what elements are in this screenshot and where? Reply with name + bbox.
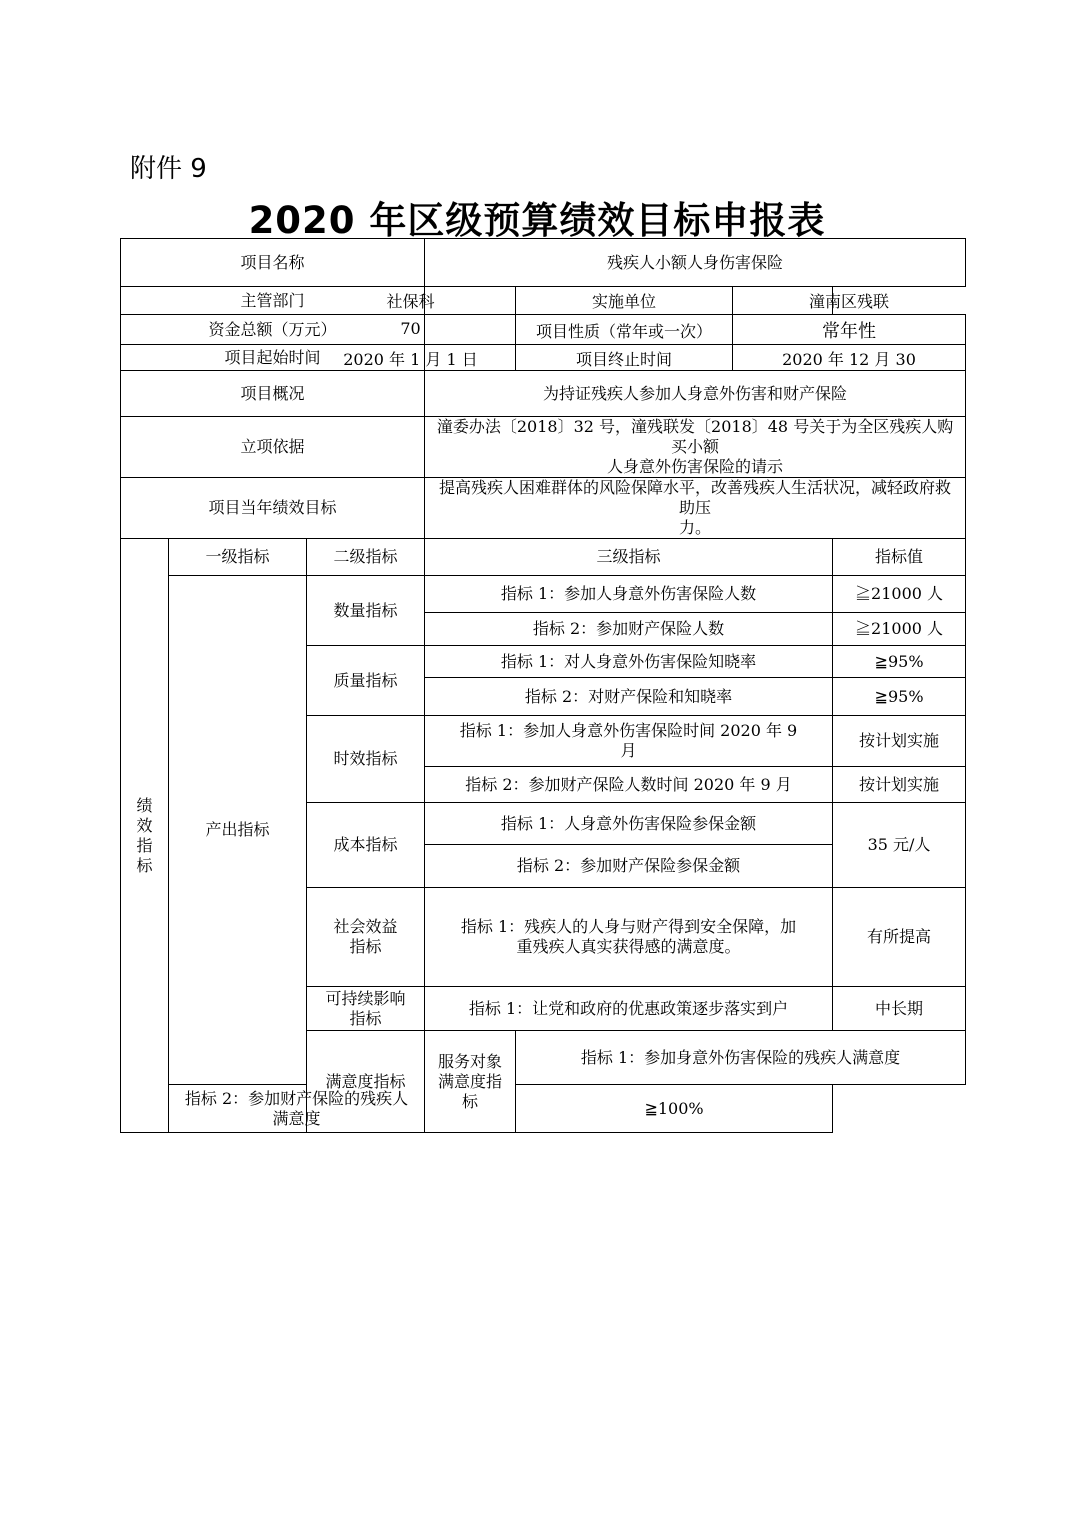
goal-label: 项目当年绩效目标 [121,478,425,539]
header-level3: 三级指标 [425,539,833,576]
ql2-text: 指标 2：对财产保险和知晓率 [425,678,833,716]
c1-text: 指标 1：人身意外伤害保险参保金额 [425,803,833,845]
attachment-label: 附件 9 [130,154,207,184]
output-indicator: 产出指标 [169,576,307,1085]
q2-value: ≧21000 人 [833,613,966,646]
basis-line-2: 人身意外伤害保险的请示 [607,457,784,476]
header-value: 指标值 [833,539,966,576]
project-name-value: 残疾人小额人身伤害保险 [425,239,966,287]
overview-label: 项目概况 [121,371,425,417]
row-overview [121,371,966,417]
end-value: 2020 年 12 月 30 [782,350,916,369]
perf-char-2: 效 [136,815,153,835]
row-indicator-header [121,539,966,576]
perf-char-1: 绩 [136,795,153,815]
q2-text: 指标 2：参加财产保险人数 [425,613,833,646]
s1-line-2: 重残疾人真实获得感的满意度。 [516,937,741,956]
header-level1: 一级指标 [169,539,307,576]
row-basis [121,417,966,478]
service-indicator [425,1031,516,1133]
s1-line-1: 指标 1：残疾人的人身与财产得到安全保障，加 [460,917,797,936]
t1-value: 按计划实施 [833,716,966,767]
basis-label: 立项依据 [121,417,425,478]
start-label: 项目起始时间 [121,345,425,371]
basis-line-1: 潼委办法〔2018〕32 号，潼残联发〔2018〕48 号关于为全区残疾人购买小额 [436,417,954,456]
q1-value: ≧21000 人 [833,576,966,613]
t1-line-2: 月 [620,741,637,760]
sustain-line-1: 可持续影响 [325,988,406,1008]
goal-value [425,478,966,539]
perf-indicator-col [121,539,169,1133]
perf-char-3: 指 [136,835,153,855]
sv2-text: 指标 2：参加财产保险的残疾人满意度 [169,1085,425,1133]
row-sv2 [121,1085,966,1133]
timeliness-indicator: 时效指标 [307,716,425,803]
q1-text: 指标 1：参加人身意外伤害保险人数 [425,576,833,613]
service-line-1: 服务对象 [438,1051,503,1071]
t1-line-1: 指标 1：参加人身意外伤害保险时间 2020 年 9 [459,721,798,740]
su1-value: 中长期 [833,987,966,1031]
page-title: 2020 年区级预算绩效目标申报表 [248,199,826,242]
basis-value [425,417,966,478]
nature-value: 常年性 [822,321,876,342]
quantity-indicator: 数量指标 [307,576,425,646]
impl-value: 潼南区残联 [808,292,889,311]
row-project-name [121,239,966,287]
quality-indicator: 质量指标 [307,646,425,716]
social-line-1: 社会效益 [333,917,398,936]
goal-line-2: 力。 [679,518,712,537]
row-goal [121,478,966,539]
overview-value: 为持证残疾人参加人身意外伤害和财产保险 [425,371,966,417]
fund-label: 资金总额（万元） [121,315,425,345]
s1-value: 有所提高 [833,888,966,987]
ql1-text: 指标 1：对人身意外伤害保险知晓率 [425,646,833,678]
c2-text: 指标 2：参加财产保险参保金额 [425,845,833,888]
perf-char-4: 标 [136,855,153,875]
sv1-text: 指标 1：参加身意外伤害保险的残疾人满意度 [516,1031,966,1085]
row-q1 [121,576,966,613]
t2-text: 指标 2：参加财产保险人数时间 2020 年 9 月 [425,767,833,803]
sustain-line-2: 指标 [349,1008,382,1028]
nature-label: 项目性质（常年或一次） [535,322,712,341]
dept-value-overlay: 社保科 [386,292,435,311]
project-name-label: 项目名称 [121,239,425,287]
cost-value: 35 元/人 [833,803,966,888]
fund-value: 70 [400,319,421,338]
social-indicator [307,888,425,987]
impl-label: 实施单位 [591,292,656,311]
start-value: 2020 年 1 月 1 日 [343,350,478,369]
cost-indicator: 成本指标 [307,803,425,888]
budget-form-table [120,238,966,1133]
ql1-value: ≧95% [833,646,966,678]
end-label: 项目终止时间 [575,350,672,369]
satisfaction-indicator: 满意度指标 [307,1031,425,1133]
s1-text [425,888,833,987]
dept-label: 主管部门 [121,287,425,315]
t2-value: 按计划实施 [833,767,966,803]
sv2-value: ≧100% [516,1085,833,1133]
su1-text: 指标 1：让党和政府的优惠政策逐步落实到户 [425,987,833,1031]
social-line-2: 指标 [349,937,382,956]
t1-text [425,716,833,767]
service-line-2: 满意度指标 [438,1071,503,1111]
goal-line-1: 提高残疾人困难群体的风险保障水平，改善残疾人生活状况，减轻政府救助压 [439,478,952,517]
ql2-value: ≧95% [833,678,966,716]
header-level2: 二级指标 [307,539,425,576]
sustain-indicator [307,987,425,1031]
